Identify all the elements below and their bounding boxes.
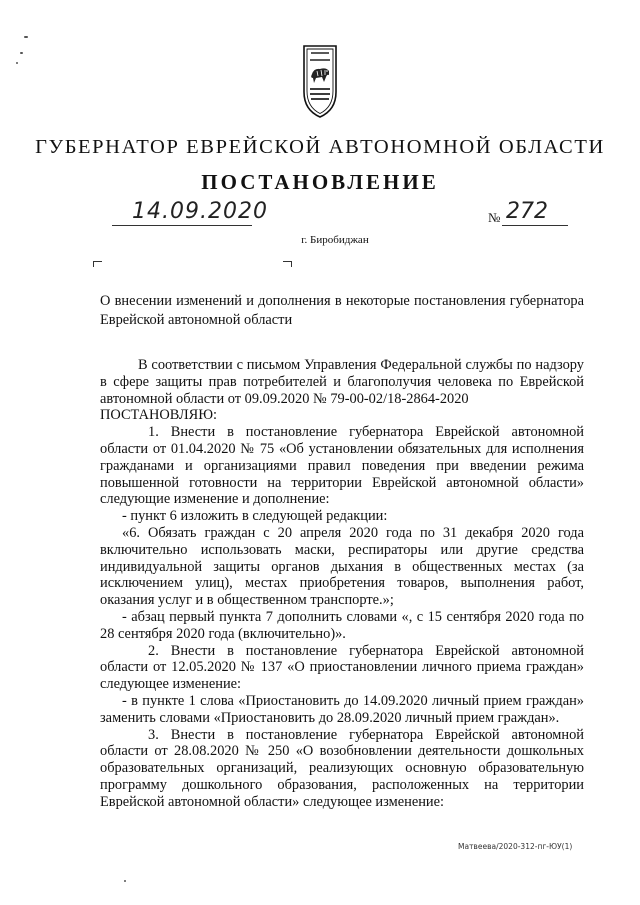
- preamble-paragraph: В соответствии с письмом Управления Федеральной службы по надзору в сфере защиты прав потребителей и благополучия человека по Еврейской автономной области от 09.09.2020 № 79-00-02/18-2864-2020: [100, 357, 584, 407]
- number-underline: [502, 225, 568, 226]
- item-1: 1. Внести в постановление губернатора Еврейской автономной области от 01.04.2020 № 75 «Об установлении обязательных для исполнения гражданами и организациями правил поведения при введении режима повышенной готовности на территории Еврейской автономной области» следующие изменение и дополнение:: [100, 424, 584, 508]
- subject-bracket-right: [283, 261, 292, 267]
- date-underline: [112, 225, 252, 226]
- item-2-subitem-a: - в пункте 1 слова «Приостановить до 14.09.2020 личный прием граждан» заменить словами «Приостановить до 28.09.2020 личный прием граждан».: [100, 692, 584, 726]
- issuing-authority: ГУБЕРНАТОР ЕВРЕЙСКОЙ АВТОНОМНОЙ ОБЛАСТИ: [35, 136, 605, 158]
- scan-speck: [124, 880, 126, 882]
- document-code: Матвеева/2020-312-пг-ЮУ(1): [458, 842, 573, 851]
- item-1-subitem-c: - абзац первый пункта 7 дополнить словами «, с 15 сентября 2020 года по 28 сентября 2020 года (включительно)».: [100, 608, 584, 642]
- item-3: 3. Внести в постановление губернатора Еврейской автономной области от 28.08.2020 № 250 «О возобновлении деятельности дошкольных образовательных организаций, реализующих основную образовательную программу дошкольного образования, расположенных на территории Еврейской автономной области» следующее изменение:: [100, 726, 584, 810]
- item-2: 2. Внести в постановление губернатора Еврейской автономной области от 12.05.2020 № 137 «О приостановлении личного приема граждан» следующее изменение:: [100, 642, 584, 693]
- number-label: №: [488, 210, 501, 225]
- item-1-subitem-b: «6. Обязать граждан с 20 апреля 2020 года по 31 декабря 2020 года включительно использовать маски, респираторы или другие средства индивидуальной защиты органов дыхания в общественных местах (за исключением улиц), местах приобретения товаров, выполнения работ, оказания услуг и в общественном транспорте.»;: [100, 524, 584, 609]
- decree-word: ПОСТАНОВЛЯЮ:: [100, 407, 218, 424]
- scan-speck: [16, 62, 18, 64]
- document-type: ПОСТАНОВЛЕНИЕ: [201, 170, 439, 194]
- scan-speck: [24, 36, 28, 38]
- document-body: [100, 357, 584, 811]
- document-number: 272: [506, 199, 548, 224]
- scan-speck: [20, 52, 23, 54]
- coat-of-arms-icon: [300, 44, 340, 120]
- place-of-issue: г. Биробиджан: [301, 234, 369, 246]
- document-date: 14.09.2020: [132, 199, 268, 224]
- document-subject: О внесении изменений и дополнения в некоторые постановления губернатора Еврейской автономной области: [100, 293, 584, 328]
- item-1-subitem-a: - пункт 6 изложить в следующей редакции:: [122, 508, 388, 525]
- subject-bracket-left: [93, 261, 102, 267]
